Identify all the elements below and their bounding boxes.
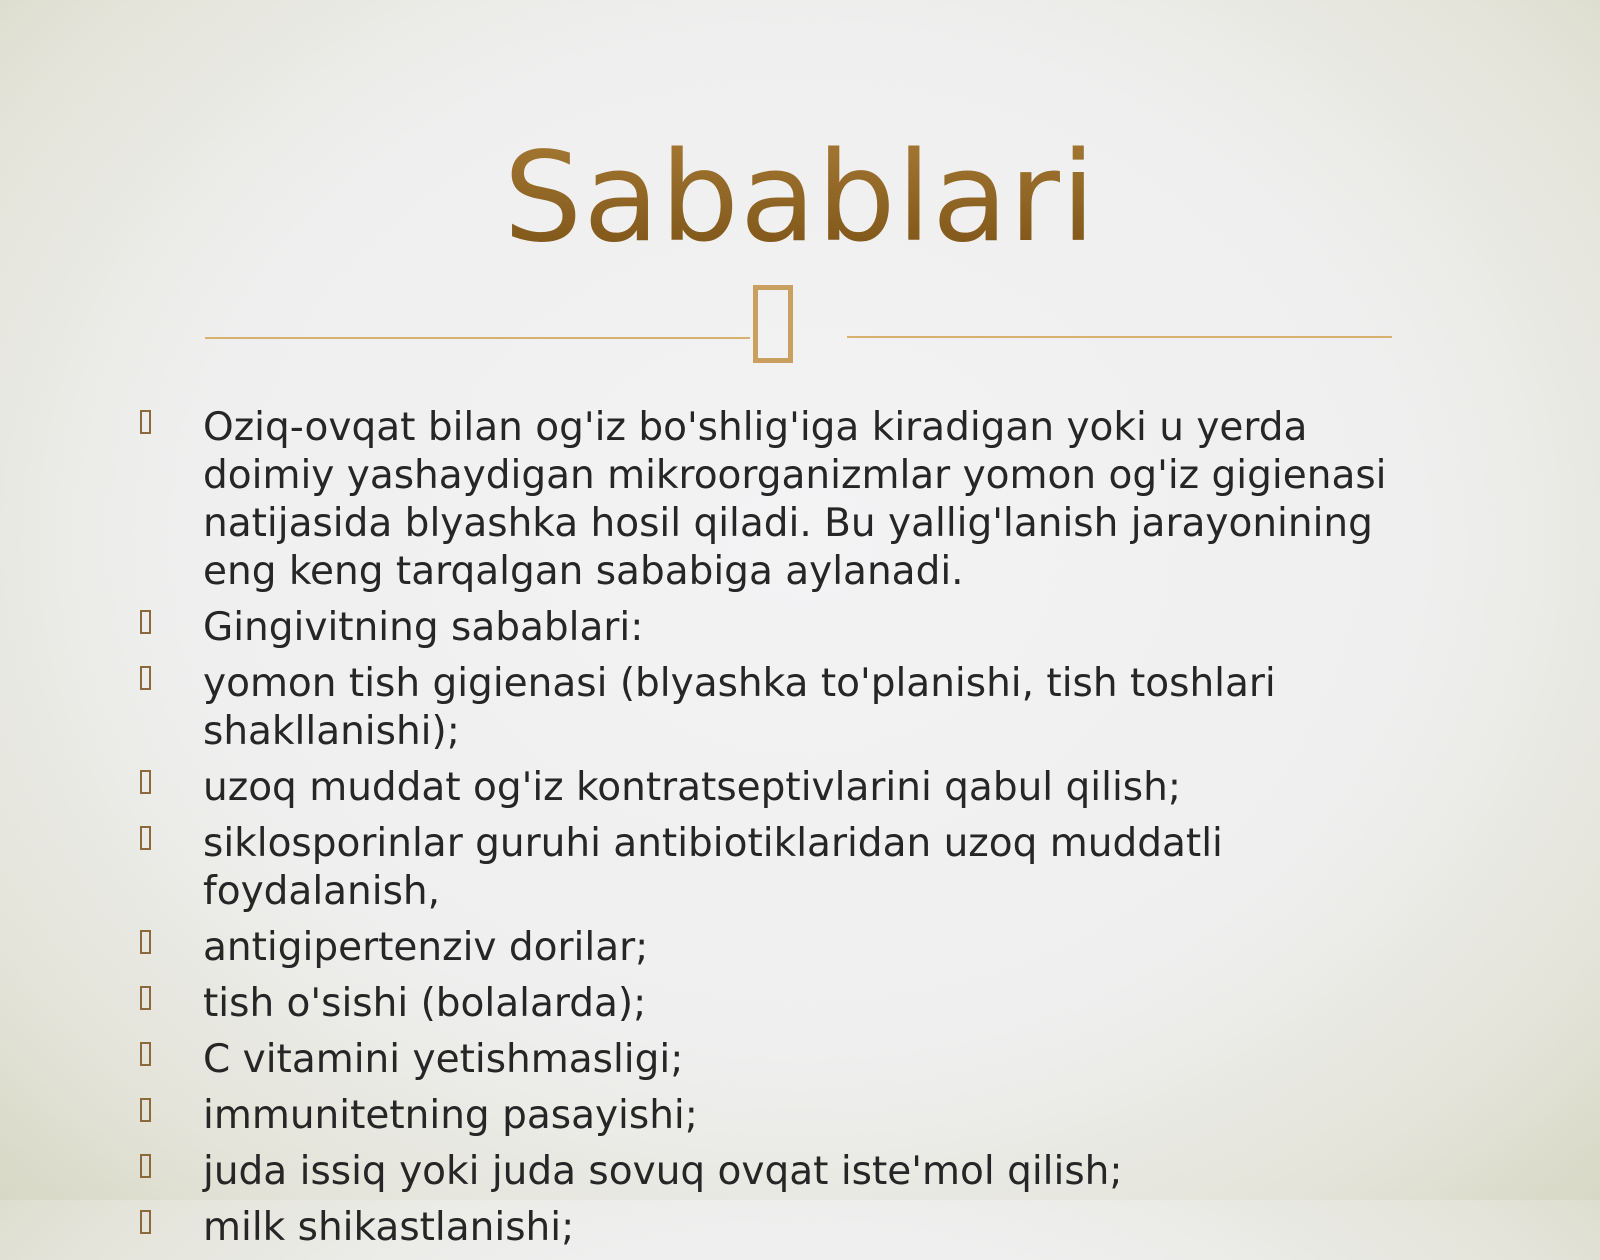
list-item-text: C vitamini yetishmasligi; bbox=[203, 1037, 684, 1082]
list-item bbox=[0, 604, 1443, 652]
list-item bbox=[0, 980, 1443, 1028]
bullet-marker-icon bbox=[140, 986, 151, 1010]
list-item bbox=[0, 1092, 1443, 1140]
list-item-text: antigipertenziv dorilar; bbox=[203, 925, 649, 970]
bullet-marker-icon bbox=[140, 666, 151, 690]
bullet-marker-icon bbox=[140, 1210, 151, 1234]
list-item-text: immunitetning pasayishi; bbox=[203, 1093, 698, 1138]
list-item-text: juda issiq yoki juda sovuq ovqat iste'mol qilish; bbox=[203, 1149, 1123, 1194]
list-item bbox=[0, 1204, 1443, 1252]
list-item-text: yomon tish gigienasi (blyashka to'planishi, tish toshlari shakllanishi); bbox=[203, 661, 1276, 754]
bullet-marker-icon bbox=[140, 930, 151, 954]
list-item bbox=[0, 660, 1443, 756]
bullet-marker-icon bbox=[140, 770, 151, 794]
list-item-text: uzoq muddat og'iz kontratseptivlarini qabul qilish; bbox=[203, 765, 1181, 810]
list-item-text: Oziq-ovqat bilan og'iz bo'shlig'iga kiradigan yoki u yerda doimiy yashaydigan mikroorganizmlar yomon og'iz gigienasi natijasida blyashka hosil qiladi. Bu yallig'lanish jarayonining eng keng tarqalgan sababiga aylanadi. bbox=[203, 405, 1387, 594]
list-item-text: Gingivitning sabablari: bbox=[203, 605, 644, 650]
ornament-box-icon bbox=[753, 285, 793, 363]
bullet-list bbox=[0, 404, 1600, 1260]
bullet-marker-icon bbox=[140, 1098, 151, 1122]
bullet-marker-icon bbox=[140, 1042, 151, 1066]
list-item-text: milk shikastlanishi; bbox=[203, 1205, 575, 1250]
list-item bbox=[0, 404, 1443, 596]
list-item-text: siklosporinlar guruhi antibiotiklaridan uzoq muddatli foydalanish, bbox=[203, 821, 1223, 914]
divider-line-left bbox=[205, 337, 750, 339]
bullet-marker-icon bbox=[140, 1154, 151, 1178]
list-item bbox=[0, 924, 1443, 972]
bullet-marker-icon bbox=[140, 826, 151, 850]
list-item bbox=[0, 820, 1443, 916]
divider-line-right bbox=[847, 336, 1392, 338]
list-item-text: tish o'sishi (bolalarda); bbox=[203, 981, 647, 1026]
list-item bbox=[0, 1036, 1443, 1084]
slide-title: Sabablari bbox=[0, 128, 1600, 268]
bullet-marker-icon bbox=[140, 610, 151, 634]
bullet-marker-icon bbox=[140, 410, 151, 434]
list-item bbox=[0, 1148, 1443, 1196]
list-item bbox=[0, 764, 1443, 812]
